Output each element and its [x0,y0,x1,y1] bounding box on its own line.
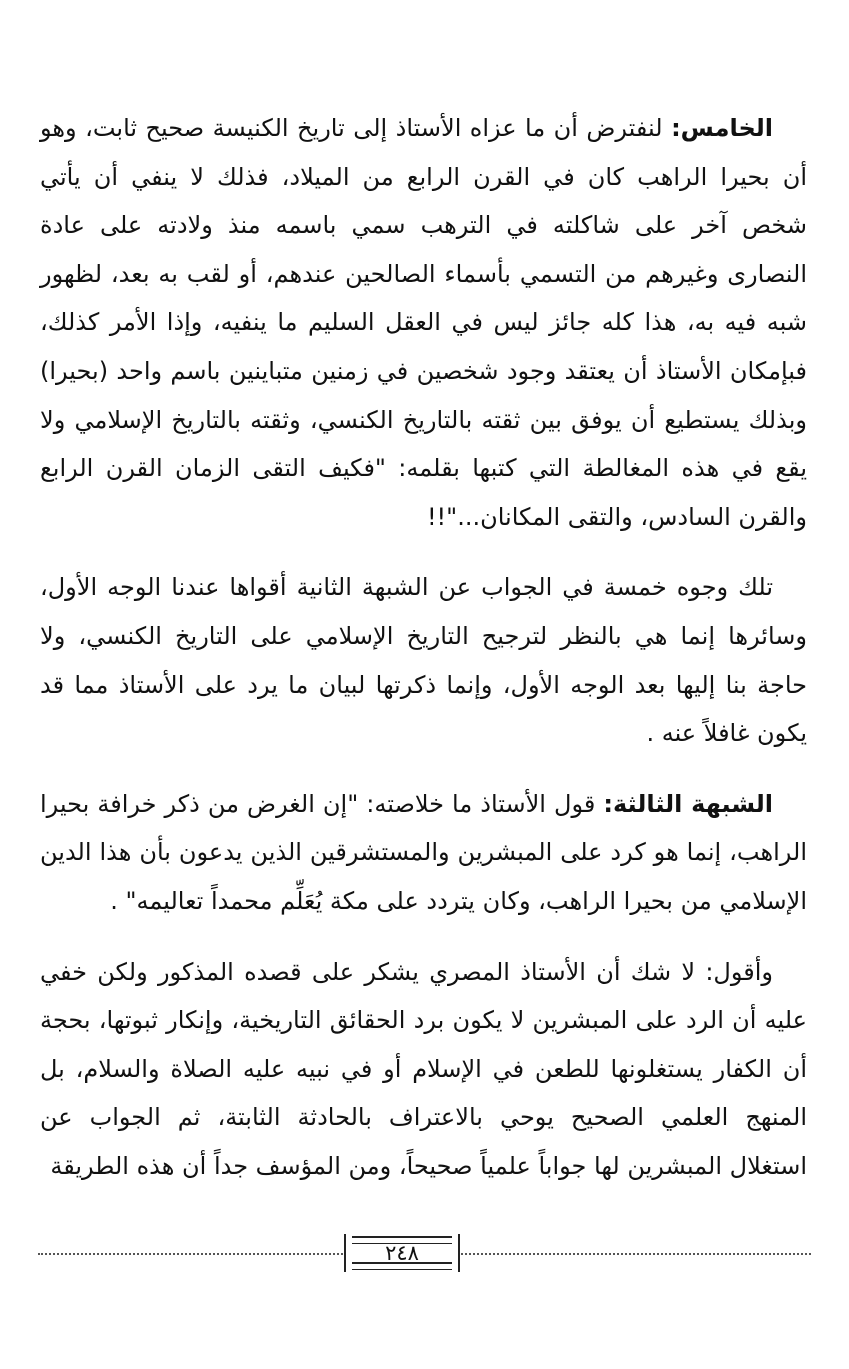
page-number-ornament [344,1234,460,1272]
paragraph-lead: الخامس: [671,114,773,142]
paragraph-text: قول الأستاذ ما خلاصته: "إن الغرض من ذكر خرافة بحيرا الراهب، إنما هو كرد على المبشرين والمستشرقين الذين يدعون بأن هذا الدين الإسلامي من بحيرا الراهب، وكان يتردد على مكة يُعَلِّم محمداً تعاليمه" . [40,789,807,915]
page-number: ٢٤٨ [385,1241,419,1265]
paragraph-text: لنفترض أن ما عزاه الأستاذ إلى تاريخ الكنيسة صحيح ثابت، وهو أن بحيرا الراهب كان في القرن الرابع من الميلاد، فذلك لا ينفي أن يأتي شخص آخر على شاكلته في الترهب سمي باسمه منذ ولادته على عادة النصارى وغيرهم من التسمي بأسماء الصالحين عندهم، أو لقب به بعد، لظهور شبه فيه به، هذا كله جائز ليس في العقل السليم ما ينفيه، وإذا الأمر كذلك، فبإمكان الأستاذ أن يعتقد وجود شخصين في زمنين متباينين باسم واحد (بحيرا) وبذلك يستطيع أن يوفق بين ثقته بالتاريخ الكنسي، وثقته بالتاريخ الإسلامي ولا يقع في هذه المغالطة التي كتبها بقلمه: "فكيف التقى الزمان القرن الرابع والقرن السادس، والتقى المكانان..."!! [40,114,807,531]
paragraph-fifth-point [40,104,807,541]
paragraph-summary [40,563,807,757]
paragraph-response [40,948,807,1191]
paragraph-third-doubt [40,780,807,926]
paragraph-text: تلك وجوه خمسة في الجواب عن الشبهة الثانية أقواها عندنا الوجه الأول، وسائرها إنما هي بالنظر لترجيح التاريخ الإسلامي على التاريخ الكنسي، ولا حاجة بنا إليها بعد الوجه الأول، وإنما ذكرتها لبيان ما يرد على الأستاذ مما قد يكون غافلاً عنه . [40,573,807,748]
paragraph-text: وأقول: لا شك أن الأستاذ المصري يشكر على قصده المذكور ولكن خفي عليه أن الرد على المبشرين لا يكون برد الحقائق التاريخية، وإنكار ثبوتها، بحجة أن الكفار يستغلونها للطعن في الإسلام أو في نبيه عليه الصلاة والسلام، بل المنهج العلمي الصحيح يوحي بالاعتراف بالحادثة الثابتة، ثم الجواب عن استغلال المبشرين لها جواباً علمياً صحيحاً، ومن المؤسف جداً أن هذه الطريقة [40,957,807,1180]
paragraph-lead: الشبهة الثالثة: [603,789,774,818]
body-text [40,104,807,1190]
